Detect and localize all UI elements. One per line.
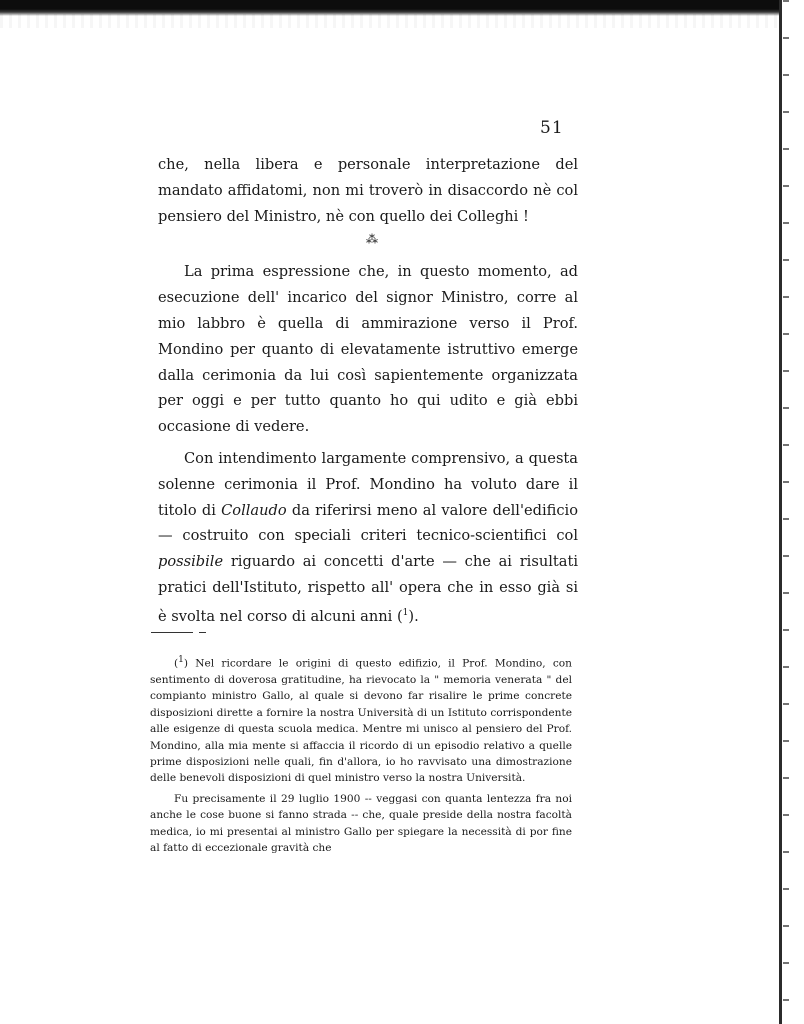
footnote-1: ($^1$) Nel ricordare le origini di questo edifizio, il Prof. Mondino, con sentimento di doverosa gratitudine, ha rievocato la " memoria venerata " del compianto ministro Gallo, al quale si devono far risalire le prime concrete disposizioni dirette a fornire la nostra Università di un Istituto corrispondente alle esigenze di questa scuola medica. Mentre mi unisco al pensiero del Prof. Mondino, alla mia mente si affaccia il ricordo di un episodio relativo a quelle prime disposizioni nelle quali, fin d'allora, io ho ravvisato una dimostrazione delle benevoli disposizioni di quel ministro verso la nostra Università. xyxy=(150,655,572,785)
italic-possibile: possibile xyxy=(158,553,224,571)
footnote-separator-dash xyxy=(199,632,206,633)
paragraph-collaudo-end: ). xyxy=(408,607,419,625)
paragraph-collaudo xyxy=(158,446,578,629)
scan-right-marks xyxy=(783,0,789,1024)
footnote-separator xyxy=(151,632,193,633)
main-text xyxy=(158,152,578,629)
section-asterism xyxy=(158,229,578,259)
footnotes xyxy=(150,652,572,856)
scan-top-noise xyxy=(0,14,804,28)
page-number: 51 xyxy=(540,118,564,138)
footnote-reference: 1 xyxy=(402,607,409,618)
asterism-glyph: ⁂ xyxy=(366,232,378,247)
paragraph-collaudo-text-b: da riferirsi meno al valore dell'edificio — costruito con speciali criteri tecnico-scientifici col xyxy=(158,501,578,545)
footnote-1-continued: Fu precisamente il 29 luglio 1900 -- veggasi con quanta lentezza fra noi anche le cose buone si fanno strada -- che, quale preside della nostra facoltà medica, io mi presentai al ministro Gallo per spiegare la necessità di por fine al fatto di eccezionale gravità che xyxy=(150,792,572,854)
footnote-1-text: Nel ricordare le origini di questo edifizio, il Prof. Mondino, con sentimento di doverosa gratitudine, ha rievocato la " memoria venerata " del compianto ministro Gallo, al quale si devono far risalire le prime concrete disposizioni dirette a fornire la nostra Università di un Istituto corrispondente alle esigenze di questa scuola medica. Mentre mi unisco al pensiero del Prof. Mondino, alla mia mente si affaccia il ricordo di un episodio relativo a quelle prime disposizioni nelle quali, fin d'allora, io ho ravvisato una dimostrazione delle benevoli disposizioni di quel ministro verso la nostra Università. xyxy=(150,657,572,785)
paragraph-continuation: che, nella libera e personale interpretazione del mandato affidatomi, non mi troverò in disaccordo nè col pensiero del Ministro, nè con quello dei Colleghi ! xyxy=(158,156,578,225)
paragraph-collaudo-text-a: Con intendimento largamente comprensivo, a questa solenne cerimonia il Prof. Mondino ha voluto dare il titolo di xyxy=(158,449,578,519)
paragraph-collaudo-text-c: riguardo ai concetti d'arte — che ai risultati pratici dell'Istituto, rispetto all' opera che in esso già si è svolta nel corso di alcuni anni ( xyxy=(158,553,578,625)
footnote-1-mark: 1 xyxy=(178,655,184,665)
paragraph-ammirazione: La prima espressione che, in questo momento, ad esecuzione dell' incarico del signor Ministro, corre al mio labbro è quella di ammirazione verso il Prof. Mondino per quanto di elevatamente istruttivo emerge dalla cerimonia da lui così sapientemente organizzata per oggi e per tutto quanto ho qui udito e già ebbi occasione di vedere. xyxy=(158,263,578,436)
scan-right-border xyxy=(779,0,782,1024)
italic-collaudo: Collaudo xyxy=(221,501,287,519)
